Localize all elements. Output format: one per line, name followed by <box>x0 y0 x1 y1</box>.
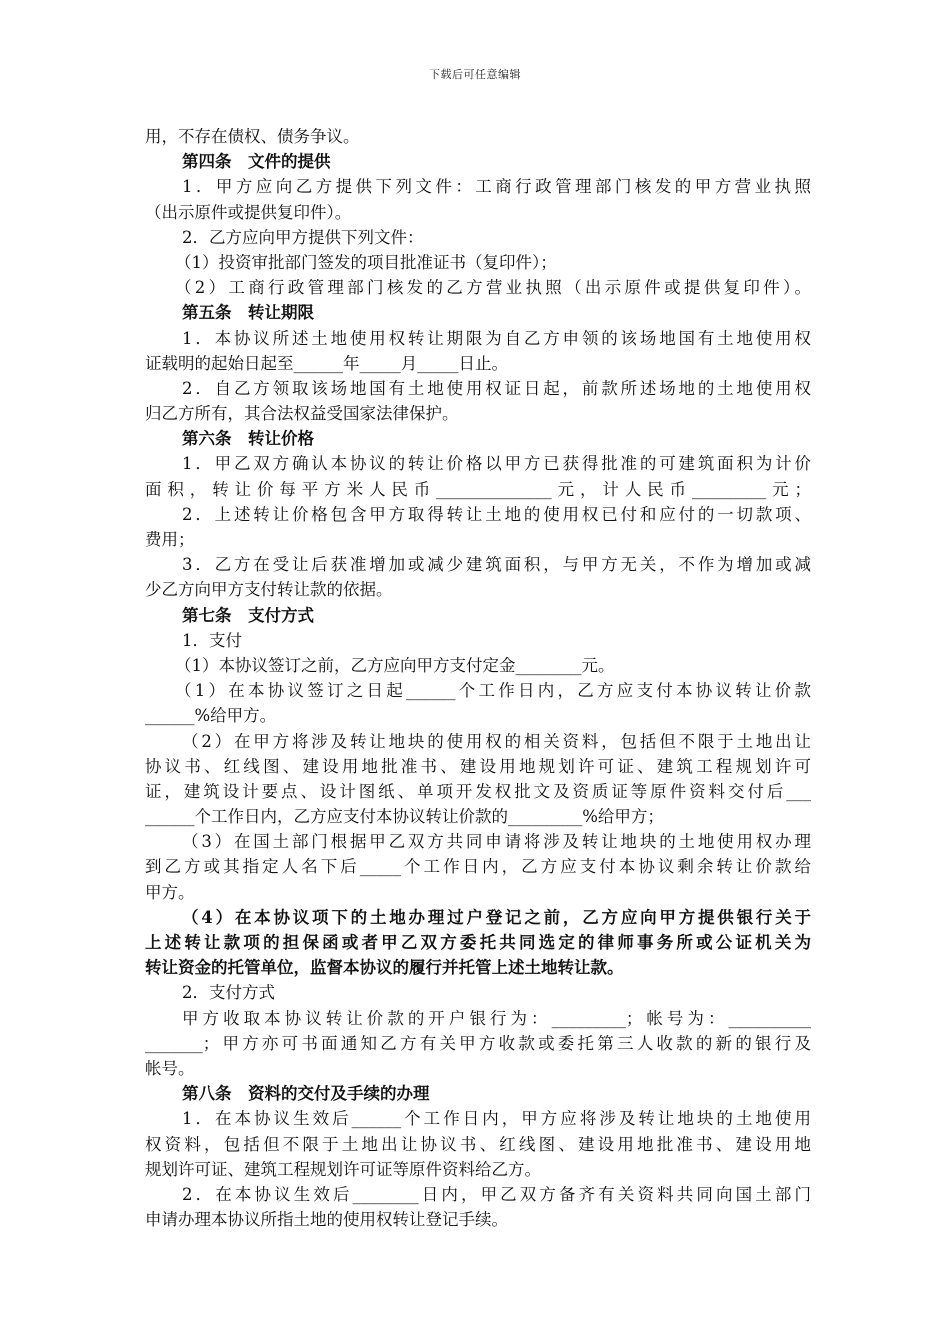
paragraph-line: 证，建筑设计要点、设计图纸、单项开发权批文及资质证等原件资料交付后___ <box>145 781 811 801</box>
paragraph-line: 甲方。 <box>145 882 195 902</box>
paragraph-line: 2．乙方应向甲方提供下列文件： <box>182 227 424 247</box>
paragraph-line: 1．甲方应向乙方提供下列文件：工商行政管理部门核发的甲方营业执照 <box>182 177 811 197</box>
paragraph-line: 1．在本协议生效后______个工作日内，甲方应将涉及转让地块的土地使用 <box>182 1109 811 1129</box>
paragraph-line: 权资料，包括但不限于土地出让协议书、红线图、建设用地批准书、建设用地 <box>145 1134 811 1154</box>
article-heading: 第六条 转让价格 <box>182 429 314 449</box>
paragraph-line: （1）投资审批部门签发的项目批准证书（复印件）； <box>175 252 557 272</box>
bold-paragraph-line: 上述转让款项的担保函或者甲乙双方委托共同选定的律师事务所或公证机关为 <box>145 933 811 952</box>
paragraph-line: 帐号。 <box>145 1058 195 1078</box>
paragraph-line: （2）在甲方将涉及转让地块的使用权的相关资料，包括但不限于土地出让 <box>182 731 811 751</box>
paragraph-line: 归乙方所有，其合法权益受国家法律保护。 <box>145 404 459 424</box>
paragraph-line: 费用； <box>145 530 195 549</box>
article-heading: 第七条 支付方式 <box>182 605 314 625</box>
paragraph-line: 少乙方向甲方支付转让款的依据。 <box>145 580 393 600</box>
paragraph-line: 申请办理本协议所指土地的使用权转让登记手续。 <box>145 1210 508 1230</box>
bold-paragraph-line: 转让资金的托管单位，监督本协议的履行并托管上述土地转让款。 <box>145 958 624 978</box>
paragraph-line: （1）在本协议签订之日起______个工作日内，乙方应支付本协议转让价款 <box>175 681 811 701</box>
page-header: 下载后可任意编辑 <box>429 68 521 81</box>
paragraph-line: ______%给甲方。 <box>145 706 277 726</box>
paragraph-line: 用，不存在债权、债务争议。 <box>145 127 360 146</box>
paragraph-line: （2）工商行政管理部门核发的乙方营业执照（出示原件或提供复印件）。 <box>175 278 811 298</box>
paragraph-line: 1．甲乙双方确认本协议的转让价格以甲方已获得批准的可建筑面积为计价 <box>182 454 811 474</box>
document-body <box>145 124 811 1232</box>
paragraph-line: 2．自乙方领取该场地国有土地使用权证日起，前款所述场地的土地使用权 <box>182 378 811 398</box>
paragraph-line: （出示原件或提供复印件）。 <box>145 202 352 222</box>
bold-paragraph-line: （4）在本协议项下的土地办理过户登记之前，乙方应向甲方提供银行关于 <box>182 907 811 927</box>
paragraph-line: （1）本协议签订之前，乙方应向甲方支付定金________元。 <box>175 655 615 675</box>
paragraph-line: 协议书、红线图、建设用地批准书、建设用地规划许可证、建筑工程规划许可 <box>145 756 811 776</box>
paragraph-line: 2．支付方式 <box>182 983 275 1003</box>
paragraph-line: ______个工作日内，乙方应支付本协议转让价款的_________%给甲方； <box>145 807 664 827</box>
paragraph-line: （3）在国土部门根据甲乙双方共同申请将涉及转让地块的土地使用权办理 <box>182 832 811 852</box>
article-heading: 第八条 资料的交付及手续的办理 <box>182 1084 430 1104</box>
paragraph-line: 规划许可证、建筑工程规划许可证等原件资料给乙方。 <box>145 1159 541 1179</box>
paragraph-line: 2．在本协议生效后________日内，甲乙双方备齐有关资料共同向国土部门 <box>182 1184 811 1204</box>
paragraph-line: 甲方收取本协议转让价款的开户银行为：_________；帐号为：__________ <box>182 1008 811 1028</box>
paragraph-line: 面积，转让价每平方米人民币______________元，计人民币_________元； <box>145 479 811 499</box>
paragraph-line: 1．支付 <box>182 630 242 650</box>
article-heading: 第五条 转让期限 <box>182 303 314 323</box>
paragraph-line: 到乙方或其指定人名下后_____个工作日内，乙方应支付本协议剩余转让价款给 <box>145 857 811 877</box>
paragraph-line: 3．乙方在受让后获准增加或减少建筑面积，与甲方无关，不作为增加或减 <box>182 555 811 575</box>
paragraph-line: 1．本协议所述土地使用权转让期限为自乙方申领的该场地国有土地使用权 <box>182 328 811 348</box>
paragraph-line: 证载明的起始日起至______年_____月_____日止。 <box>145 353 508 373</box>
paragraph-line: 2．上述转让价格包含甲方取得转让土地的使用权已付和应付的一切款项、 <box>182 504 811 524</box>
paragraph-line: _______；甲方亦可书面通知乙方有关甲方收款或委托第三人收款的新的银行及 <box>145 1033 811 1053</box>
article-heading: 第四条 文件的提供 <box>182 152 331 172</box>
